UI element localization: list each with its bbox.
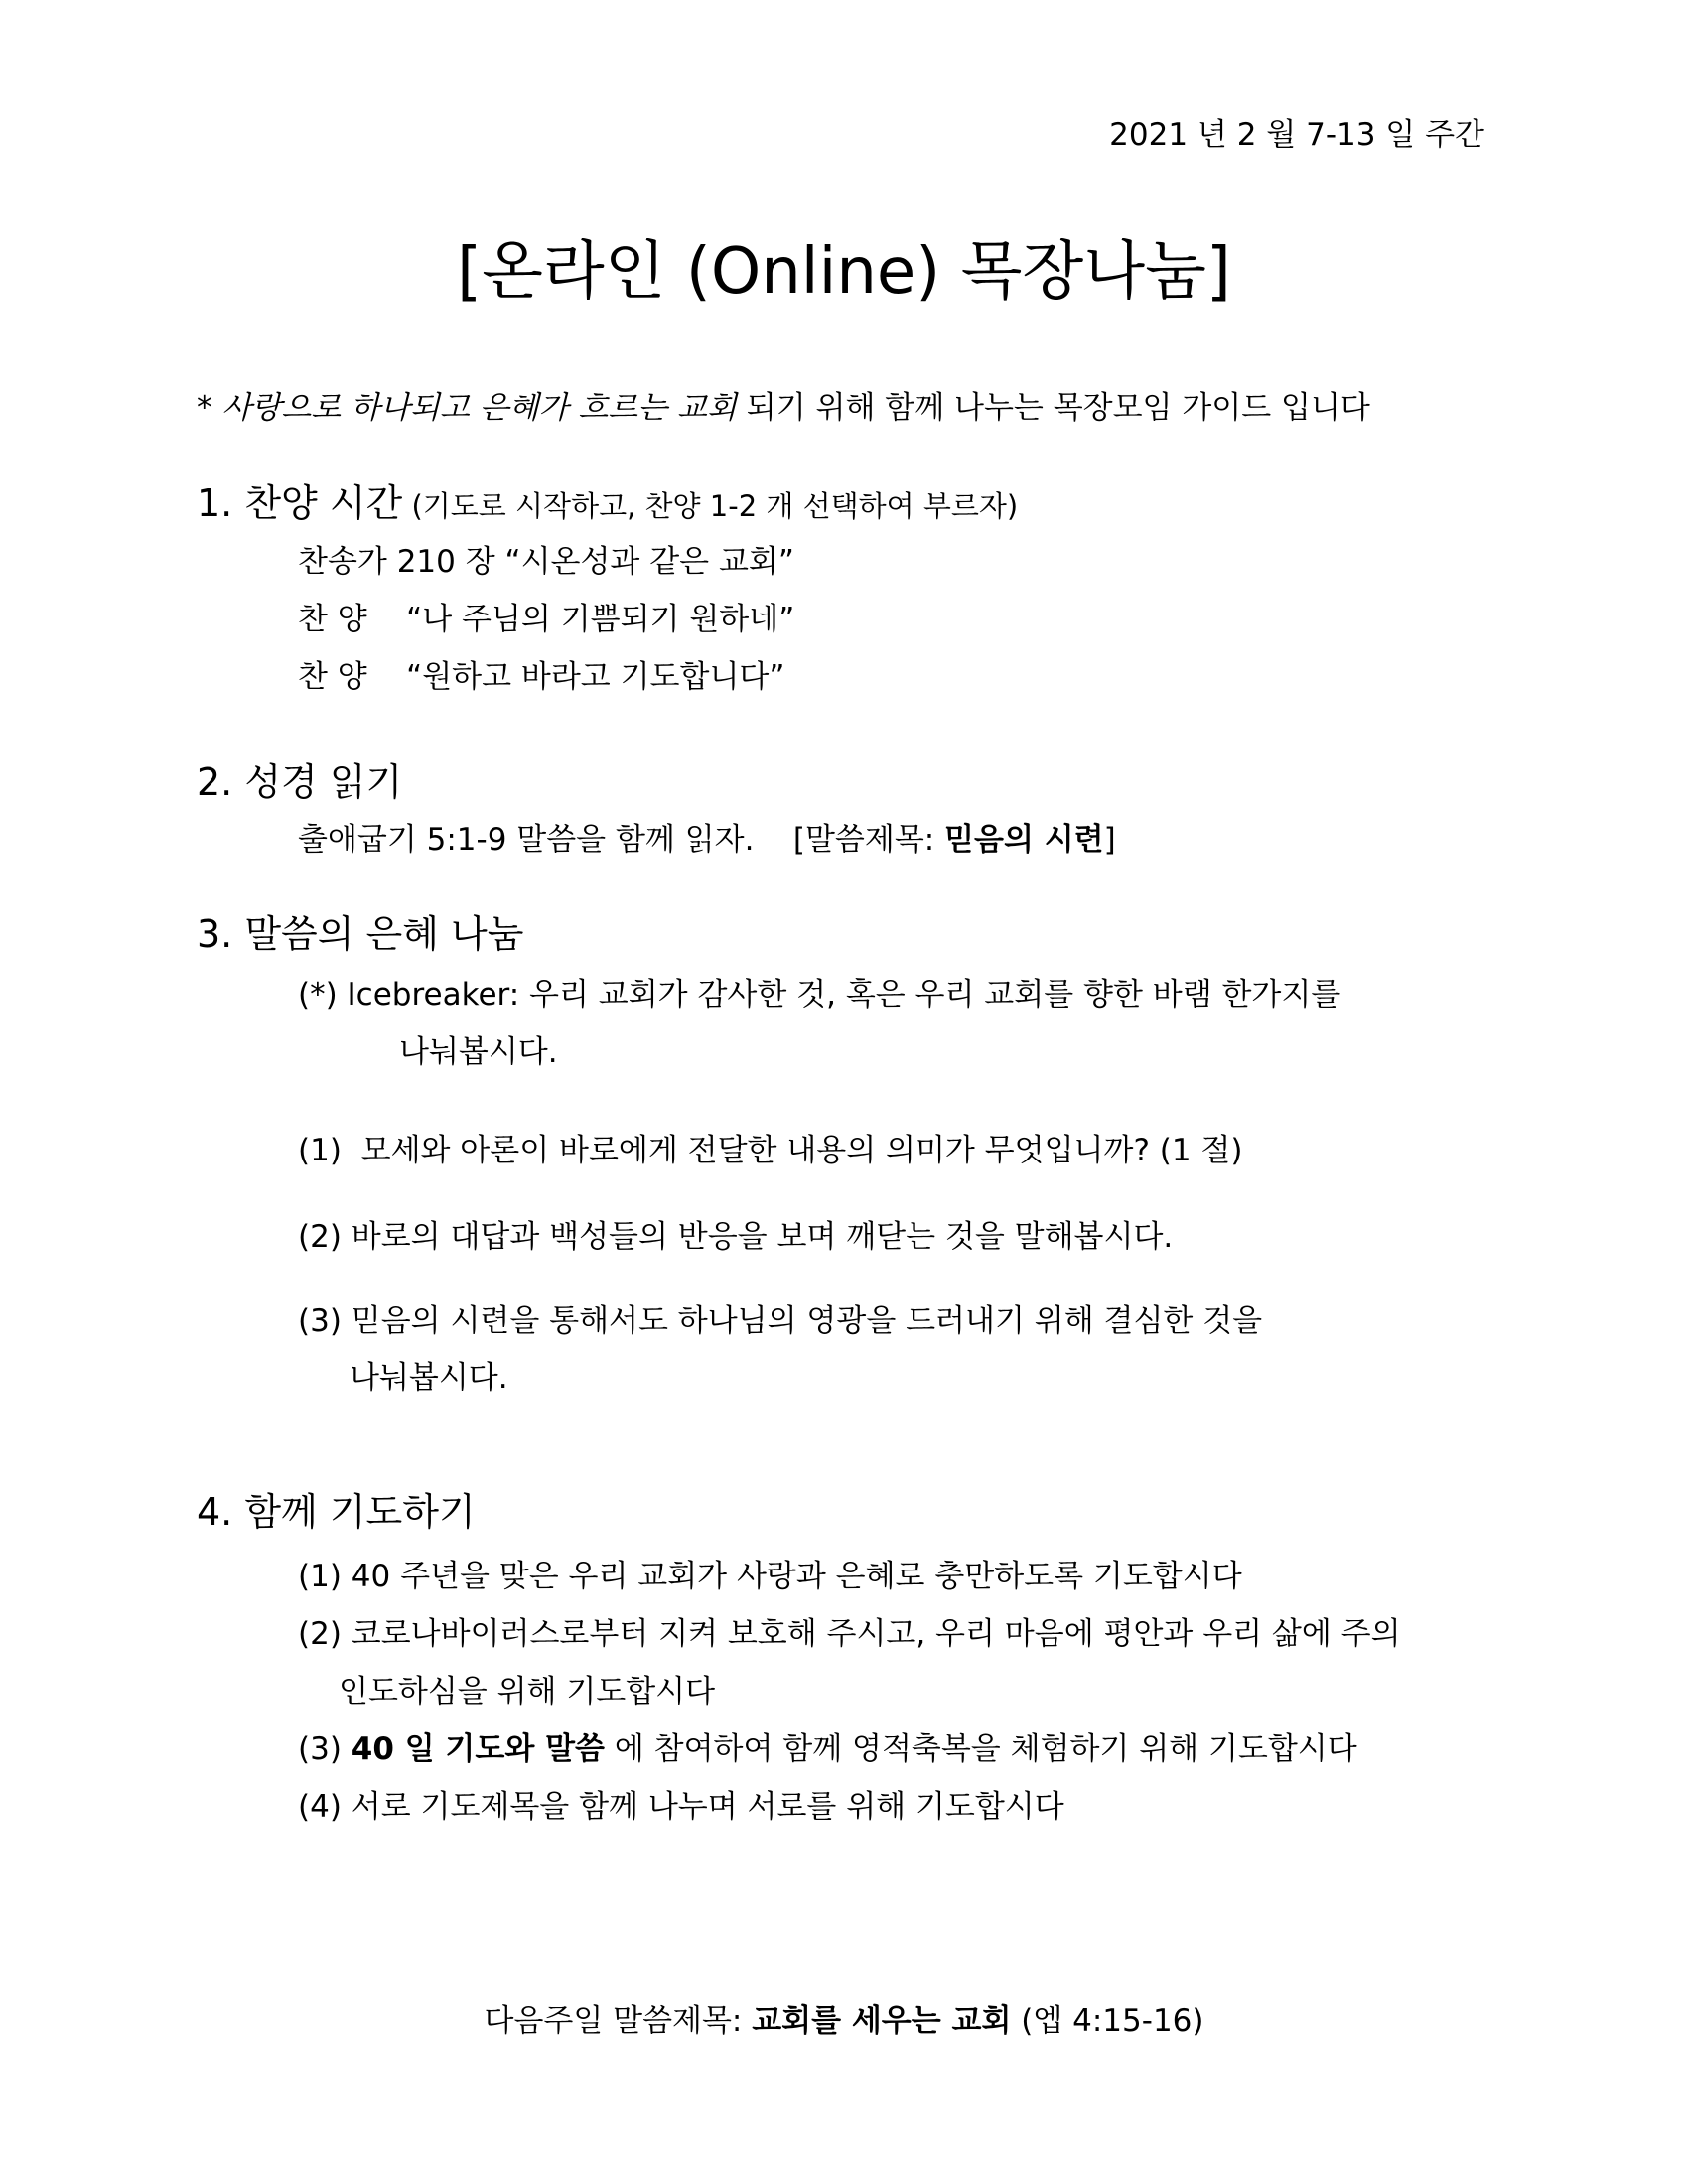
prayer-item-3 — [298, 1723, 1357, 1768]
question-3-cont: 나눠봅시다. — [350, 1360, 508, 1396]
next-sermon-label: 다음주일 말씀제목: — [484, 2003, 753, 2039]
sermon-title: 믿음의 시련 — [944, 822, 1104, 858]
prayer-item-2-line-1: (2) 코로나바이러스로부터 지켜 보호해 주시고, 우리 마음에 평안과 우리 삶에 주의 — [298, 1616, 1401, 1652]
page-title: [온라인 (Online) 목장나눔] — [457, 235, 1231, 309]
icebreaker-line-1: (*) Icebreaker: 우리 교회가 감사한 것, 혹은 우리 교회를 향한 바램 한가지를 — [298, 977, 1341, 1013]
praise-item-2: 찬 양 “나 주님의 기쁨되기 원하네” — [298, 602, 795, 637]
section-sharing-heading: 3. 말씀의 은혜 나눔 — [197, 912, 524, 956]
intro-prefix: * — [197, 390, 222, 426]
date-line: 2021 년 2 월 7-13 일 주간 — [1109, 117, 1484, 153]
bible-reading — [298, 814, 1116, 859]
next-sermon-ref: (엡 4:15-16) — [1011, 2003, 1204, 2039]
intro-line — [197, 382, 1370, 427]
section-bible-heading: 2. 성경 읽기 — [197, 760, 403, 804]
prayer-item-2-line-2: 인도하심을 위해 기도합시다 — [339, 1674, 716, 1709]
next-sermon-title: 교회를 세우는 교회 — [752, 2003, 1012, 2039]
prayer-item-3-rest: 에 참여하여 함께 영적축복을 체험하기 위해 기도합시다 — [604, 1731, 1357, 1767]
prayer-item-3-bold: 40 일 기도와 말씀 — [351, 1731, 605, 1767]
question-1: (1) 모세와 아론이 바로에게 전달한 내용의 의미가 무엇입니까? (1 절) — [298, 1133, 1243, 1168]
section-praise-title: 1. 찬양 시간 — [197, 481, 403, 525]
praise-item-1: 찬송가 210 장 “시온성과 같은 교회” — [298, 544, 794, 580]
next-sermon-line — [0, 1995, 1688, 2040]
praise-item-3: 찬 양 “원하고 바라고 기도합니다” — [298, 659, 785, 695]
section-prayer-heading: 4. 함께 기도하기 — [197, 1490, 476, 1534]
prayer-item-4: (4) 서로 기도제목을 함께 나누며 서로를 위해 기도합시다 — [298, 1789, 1064, 1825]
bible-reading-close: ] — [1103, 822, 1116, 858]
section-praise-heading — [197, 473, 1018, 527]
prayer-item-3-prefix: (3) — [298, 1731, 352, 1767]
bible-reading-text: 출애굽기 5:1-9 말씀을 함께 읽자. [말씀제목: — [298, 822, 945, 858]
icebreaker-line-2: 나눠봅시다. — [399, 1034, 558, 1070]
intro-italic: 사랑으로 하나되고 은혜가 흐르는 교회 — [221, 390, 737, 426]
section-praise-note: (기도로 시작하고, 찬양 1-2 개 선택하여 부르자) — [402, 489, 1019, 523]
question-3: (3) 믿음의 시련을 통해서도 하나님의 영광을 드러내기 위해 결심한 것을 — [298, 1303, 1263, 1339]
prayer-item-1: (1) 40 주년을 맞은 우리 교회가 사랑과 은혜로 충만하도록 기도합시다 — [298, 1559, 1242, 1594]
intro-rest: 되기 위해 함께 나누는 목장모임 가이드 입니다 — [736, 390, 1370, 426]
question-2: (2) 바로의 대답과 백성들의 반응을 보며 깨닫는 것을 말해봅시다. — [298, 1219, 1174, 1255]
